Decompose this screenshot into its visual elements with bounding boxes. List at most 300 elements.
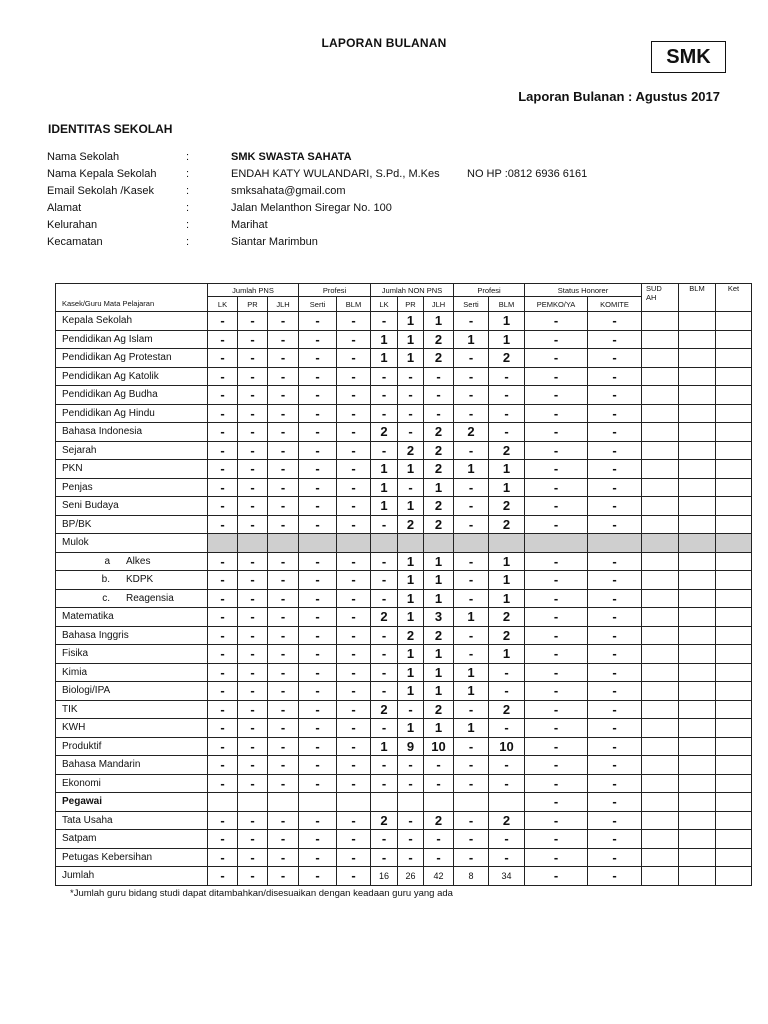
table-cell: - (525, 700, 588, 719)
table-cell (642, 515, 679, 534)
table-cell: - (588, 552, 642, 571)
table-cell: 2 (424, 626, 454, 645)
table-cell: - (525, 515, 588, 534)
table-cell: - (398, 756, 424, 775)
table-cell: - (371, 386, 398, 405)
table-cell (268, 534, 299, 553)
table-cell: - (299, 700, 337, 719)
table-cell: - (337, 312, 371, 331)
table-cell (679, 811, 716, 830)
table-cell: - (588, 423, 642, 442)
row-label: Ekonomi (56, 774, 208, 793)
table-cell (642, 793, 679, 812)
table-cell: - (337, 645, 371, 664)
table-cell: - (208, 774, 238, 793)
sub-header: Serti (454, 297, 489, 312)
row-letter: a (104, 555, 110, 567)
table-cell: 1 (371, 478, 398, 497)
table-cell: - (525, 349, 588, 368)
identity-row (0, 236, 768, 253)
table-cell: 34 (489, 867, 525, 886)
table-cell: 2 (424, 330, 454, 349)
table-cell: - (337, 497, 371, 516)
table-row (56, 404, 752, 423)
table-cell (642, 811, 679, 830)
table-cell: - (489, 367, 525, 386)
table-cell: - (299, 571, 337, 590)
table-cell (679, 460, 716, 479)
sub-header: BLM (489, 297, 525, 312)
table-cell: - (525, 719, 588, 738)
table-cell (642, 867, 679, 886)
row-letter: c. (102, 592, 110, 604)
table-cell (642, 312, 679, 331)
table-cell: 1 (489, 312, 525, 331)
table-cell: - (268, 497, 299, 516)
table-cell: - (454, 737, 489, 756)
table-cell: - (424, 367, 454, 386)
table-cell (679, 367, 716, 386)
table-cell: - (454, 774, 489, 793)
table-cell (716, 645, 752, 664)
row-label: Satpam (56, 830, 208, 849)
table-cell: 2 (371, 608, 398, 627)
table-cell: - (299, 848, 337, 867)
table-cell: - (588, 589, 642, 608)
table-cell: - (525, 793, 588, 812)
table-cell: - (238, 848, 268, 867)
table-cell: - (299, 663, 337, 682)
table-cell: 8 (454, 867, 489, 886)
table-cell: - (489, 682, 525, 701)
table-cell: - (371, 848, 398, 867)
table-cell: - (525, 478, 588, 497)
table-cell (371, 534, 398, 553)
table-cell: - (208, 682, 238, 701)
table-cell (679, 441, 716, 460)
table-row (56, 515, 752, 534)
table-cell: - (454, 441, 489, 460)
table-cell: - (238, 645, 268, 664)
report-period: Laporan Bulanan : Agustus 2017 (518, 89, 720, 104)
row-label: Mulok (56, 534, 208, 553)
table-cell: - (238, 830, 268, 849)
table-cell: - (238, 367, 268, 386)
table-cell (588, 534, 642, 553)
row-label (56, 571, 208, 590)
table-cell: - (398, 830, 424, 849)
table-row (56, 497, 752, 516)
table-cell: 1 (424, 589, 454, 608)
table-cell: - (337, 682, 371, 701)
table-cell (299, 534, 337, 553)
table-cell: - (398, 848, 424, 867)
table-cell: - (238, 312, 268, 331)
table-cell: - (588, 811, 642, 830)
table-cell: 1 (398, 330, 424, 349)
table-cell: - (588, 386, 642, 405)
table-cell: - (588, 478, 642, 497)
table-row (56, 441, 752, 460)
table-cell: - (398, 404, 424, 423)
table-cell (679, 349, 716, 368)
table-cell: - (268, 682, 299, 701)
table-cell: - (454, 571, 489, 590)
table-cell: - (454, 811, 489, 830)
table-cell: - (525, 811, 588, 830)
table-cell: 1 (454, 719, 489, 738)
table-cell (642, 774, 679, 793)
table-cell (337, 793, 371, 812)
table-cell: - (238, 737, 268, 756)
table-cell (371, 793, 398, 812)
table-cell: - (489, 386, 525, 405)
table-cell (716, 552, 752, 571)
table-cell: - (454, 515, 489, 534)
table-cell: - (588, 312, 642, 331)
row-label: Pendidikan Ag Budha (56, 386, 208, 405)
table-cell: - (525, 682, 588, 701)
table-cell: - (238, 330, 268, 349)
table-cell: - (238, 552, 268, 571)
table-cell: 2 (424, 441, 454, 460)
table-cell: 2 (424, 460, 454, 479)
table-cell: 2 (489, 608, 525, 627)
table-cell (454, 534, 489, 553)
row-label: TIK (56, 700, 208, 719)
table-cell: 1 (398, 552, 424, 571)
table-cell: - (525, 441, 588, 460)
table-cell: 10 (424, 737, 454, 756)
table-cell: - (454, 478, 489, 497)
table-cell (642, 460, 679, 479)
table-cell (642, 441, 679, 460)
table-cell: 1 (398, 460, 424, 479)
table-cell (489, 793, 525, 812)
table-cell: 1 (424, 571, 454, 590)
table-cell: - (208, 367, 238, 386)
table-cell (642, 367, 679, 386)
table-cell: 1 (424, 663, 454, 682)
table-cell: - (337, 700, 371, 719)
identity-label: Nama Sekolah (47, 151, 120, 163)
table-cell: - (299, 312, 337, 331)
row-label: Bahasa Inggris (56, 626, 208, 645)
sub-header: LK (208, 297, 238, 312)
table-cell: 1 (398, 719, 424, 738)
table-cell: - (208, 719, 238, 738)
table-cell: - (371, 515, 398, 534)
table-cell: - (208, 312, 238, 331)
table-cell: - (454, 626, 489, 645)
table-cell: - (238, 497, 268, 516)
table-cell (642, 848, 679, 867)
table-row (56, 848, 752, 867)
table-cell (424, 534, 454, 553)
table-cell: 1 (371, 349, 398, 368)
table-cell: - (238, 608, 268, 627)
identity-colon: : (186, 168, 190, 180)
table-cell (716, 848, 752, 867)
table-cell: - (489, 848, 525, 867)
table-row (56, 830, 752, 849)
table-row (56, 700, 752, 719)
header-jumlah-pns: Jumlah PNS (208, 284, 299, 297)
table-cell: - (208, 349, 238, 368)
table-cell (208, 534, 238, 553)
table-cell: - (208, 608, 238, 627)
table-cell: - (371, 719, 398, 738)
table-cell: - (588, 663, 642, 682)
table-cell (642, 478, 679, 497)
table-cell (679, 312, 716, 331)
table-cell (679, 774, 716, 793)
table-cell (716, 497, 752, 516)
footnote: *Jumlah guru bidang studi dapat ditambahkan/disesuaikan dengan keadaan guru yang ada (70, 888, 453, 899)
table-cell: - (525, 645, 588, 664)
table-cell: - (299, 478, 337, 497)
table-cell: - (588, 349, 642, 368)
table-row (56, 478, 752, 497)
row-name: Alkes (126, 555, 151, 567)
table-cell: 1 (489, 552, 525, 571)
table-cell: - (299, 719, 337, 738)
row-name: KDPK (126, 574, 154, 586)
table-cell: - (337, 552, 371, 571)
table-cell: - (337, 626, 371, 645)
sub-header: LK (371, 297, 398, 312)
table-cell: - (525, 552, 588, 571)
table-cell: - (525, 571, 588, 590)
table-cell: 2 (371, 811, 398, 830)
table-cell: - (588, 460, 642, 479)
table-cell (716, 367, 752, 386)
table-cell: - (208, 700, 238, 719)
table-cell (642, 700, 679, 719)
table-cell: 2 (489, 700, 525, 719)
table-cell (716, 774, 752, 793)
table-row (56, 626, 752, 645)
table-cell: - (424, 756, 454, 775)
table-cell: - (208, 330, 238, 349)
table-cell: - (299, 404, 337, 423)
table-cell (716, 682, 752, 701)
table-cell (679, 756, 716, 775)
table-cell: - (398, 774, 424, 793)
table-cell: - (337, 330, 371, 349)
table-cell (679, 737, 716, 756)
table-cell: 1 (424, 645, 454, 664)
table-cell: - (337, 423, 371, 442)
header-jumlah-non-pns: Jumlah NON PNS (371, 284, 454, 297)
table-cell: 1 (489, 460, 525, 479)
table-row (56, 608, 752, 627)
identity-label: Kelurahan (47, 219, 98, 231)
table-cell: - (525, 756, 588, 775)
table-row (56, 645, 752, 664)
identity-section-title: IDENTITAS SEKOLAH (48, 122, 173, 136)
table-cell: - (525, 608, 588, 627)
table-cell: - (299, 626, 337, 645)
table-cell: 1 (398, 571, 424, 590)
table-cell: - (371, 774, 398, 793)
table-cell: - (208, 848, 238, 867)
table-cell: - (525, 626, 588, 645)
table-cell: - (208, 626, 238, 645)
identity-label: Alamat (47, 202, 82, 214)
table-cell: - (268, 830, 299, 849)
table-cell: - (299, 811, 337, 830)
table-cell (679, 830, 716, 849)
table-cell (679, 848, 716, 867)
table-cell: - (299, 515, 337, 534)
sub-header: KOMITE (588, 297, 642, 312)
table-cell: - (337, 737, 371, 756)
table-cell (679, 497, 716, 516)
table-cell (238, 534, 268, 553)
table-cell: - (454, 552, 489, 571)
identity-value: SMK SWASTA SAHATA (231, 151, 352, 163)
table-cell: - (299, 774, 337, 793)
table-cell: - (525, 774, 588, 793)
sub-header: PEMKO/YA (525, 297, 588, 312)
table-cell: - (208, 737, 238, 756)
table-cell (716, 830, 752, 849)
table-cell: - (454, 700, 489, 719)
row-label: KWH (56, 719, 208, 738)
table-cell: - (208, 478, 238, 497)
table-cell: 1 (424, 552, 454, 571)
table-cell: - (268, 737, 299, 756)
table-cell (716, 737, 752, 756)
table-cell (299, 793, 337, 812)
table-cell: - (337, 460, 371, 479)
sub-header: JLH (424, 297, 454, 312)
table-cell: 1 (424, 682, 454, 701)
table-row (56, 571, 752, 590)
header-name-column: Kasek/Guru Mata Pelajaran (56, 297, 208, 312)
identity-extra: NO HP :0812 6936 6161 (467, 168, 588, 180)
table-row (56, 867, 752, 886)
table-cell (642, 497, 679, 516)
table-cell: 1 (454, 663, 489, 682)
table-cell: 1 (398, 349, 424, 368)
table-cell: - (588, 700, 642, 719)
table-cell (398, 534, 424, 553)
table-cell: - (299, 867, 337, 886)
table-cell: - (424, 386, 454, 405)
table-cell: - (238, 349, 268, 368)
table-row (56, 793, 752, 812)
row-label: Pendidikan Ag Islam (56, 330, 208, 349)
table-row (56, 534, 752, 553)
table-cell: - (371, 830, 398, 849)
table-cell: - (299, 682, 337, 701)
table-cell: - (525, 867, 588, 886)
table-row (56, 386, 752, 405)
table-cell: - (268, 367, 299, 386)
table-cell: - (489, 663, 525, 682)
table-cell (642, 330, 679, 349)
header-blm: BLM (679, 284, 716, 312)
table-cell: - (268, 719, 299, 738)
row-label: Tata Usaha (56, 811, 208, 830)
table-row (56, 423, 752, 442)
table-cell: 16 (371, 867, 398, 886)
table-cell: - (268, 404, 299, 423)
table-cell (679, 867, 716, 886)
sub-header: JLH (268, 297, 299, 312)
table-cell: 26 (398, 867, 424, 886)
table-cell: - (238, 663, 268, 682)
table-cell: - (208, 663, 238, 682)
row-label: Penjas (56, 478, 208, 497)
table-cell: - (525, 312, 588, 331)
table-cell (642, 534, 679, 553)
table-cell: 2 (424, 349, 454, 368)
table-cell (716, 423, 752, 442)
table-cell (679, 571, 716, 590)
table-cell (642, 552, 679, 571)
table-cell: - (268, 441, 299, 460)
table-cell: - (588, 571, 642, 590)
table-cell: - (268, 349, 299, 368)
table-cell: - (208, 756, 238, 775)
table-cell: - (238, 774, 268, 793)
table-row (56, 460, 752, 479)
table-cell: 1 (489, 589, 525, 608)
table-cell (716, 349, 752, 368)
table-cell: 2 (424, 423, 454, 442)
table-cell: - (337, 441, 371, 460)
identity-colon: : (186, 185, 190, 197)
table-cell: - (299, 367, 337, 386)
table-cell (679, 423, 716, 442)
table-cell: - (268, 515, 299, 534)
table-cell: - (371, 589, 398, 608)
table-cell: - (337, 663, 371, 682)
table-cell: - (299, 737, 337, 756)
table-cell: - (371, 312, 398, 331)
table-cell: - (371, 404, 398, 423)
table-cell: - (588, 367, 642, 386)
table-cell: - (238, 682, 268, 701)
table-cell: 1 (371, 330, 398, 349)
table-cell (679, 663, 716, 682)
row-label: Kepala Sekolah (56, 312, 208, 331)
table-row (56, 312, 752, 331)
table-row (56, 774, 752, 793)
table-cell (489, 534, 525, 553)
table-cell (679, 478, 716, 497)
table-cell (716, 460, 752, 479)
table-cell: - (268, 552, 299, 571)
table-cell: - (525, 460, 588, 479)
table-cell: 1 (398, 608, 424, 627)
table-cell: - (337, 719, 371, 738)
identity-row (0, 185, 768, 202)
table-cell (716, 719, 752, 738)
table-cell: - (454, 497, 489, 516)
table-cell: - (454, 645, 489, 664)
row-label: Jumlah (56, 867, 208, 886)
table-cell: - (424, 848, 454, 867)
table-cell: - (238, 700, 268, 719)
table-cell: - (299, 756, 337, 775)
table-cell (716, 663, 752, 682)
table-cell: - (525, 848, 588, 867)
table-cell: - (337, 848, 371, 867)
